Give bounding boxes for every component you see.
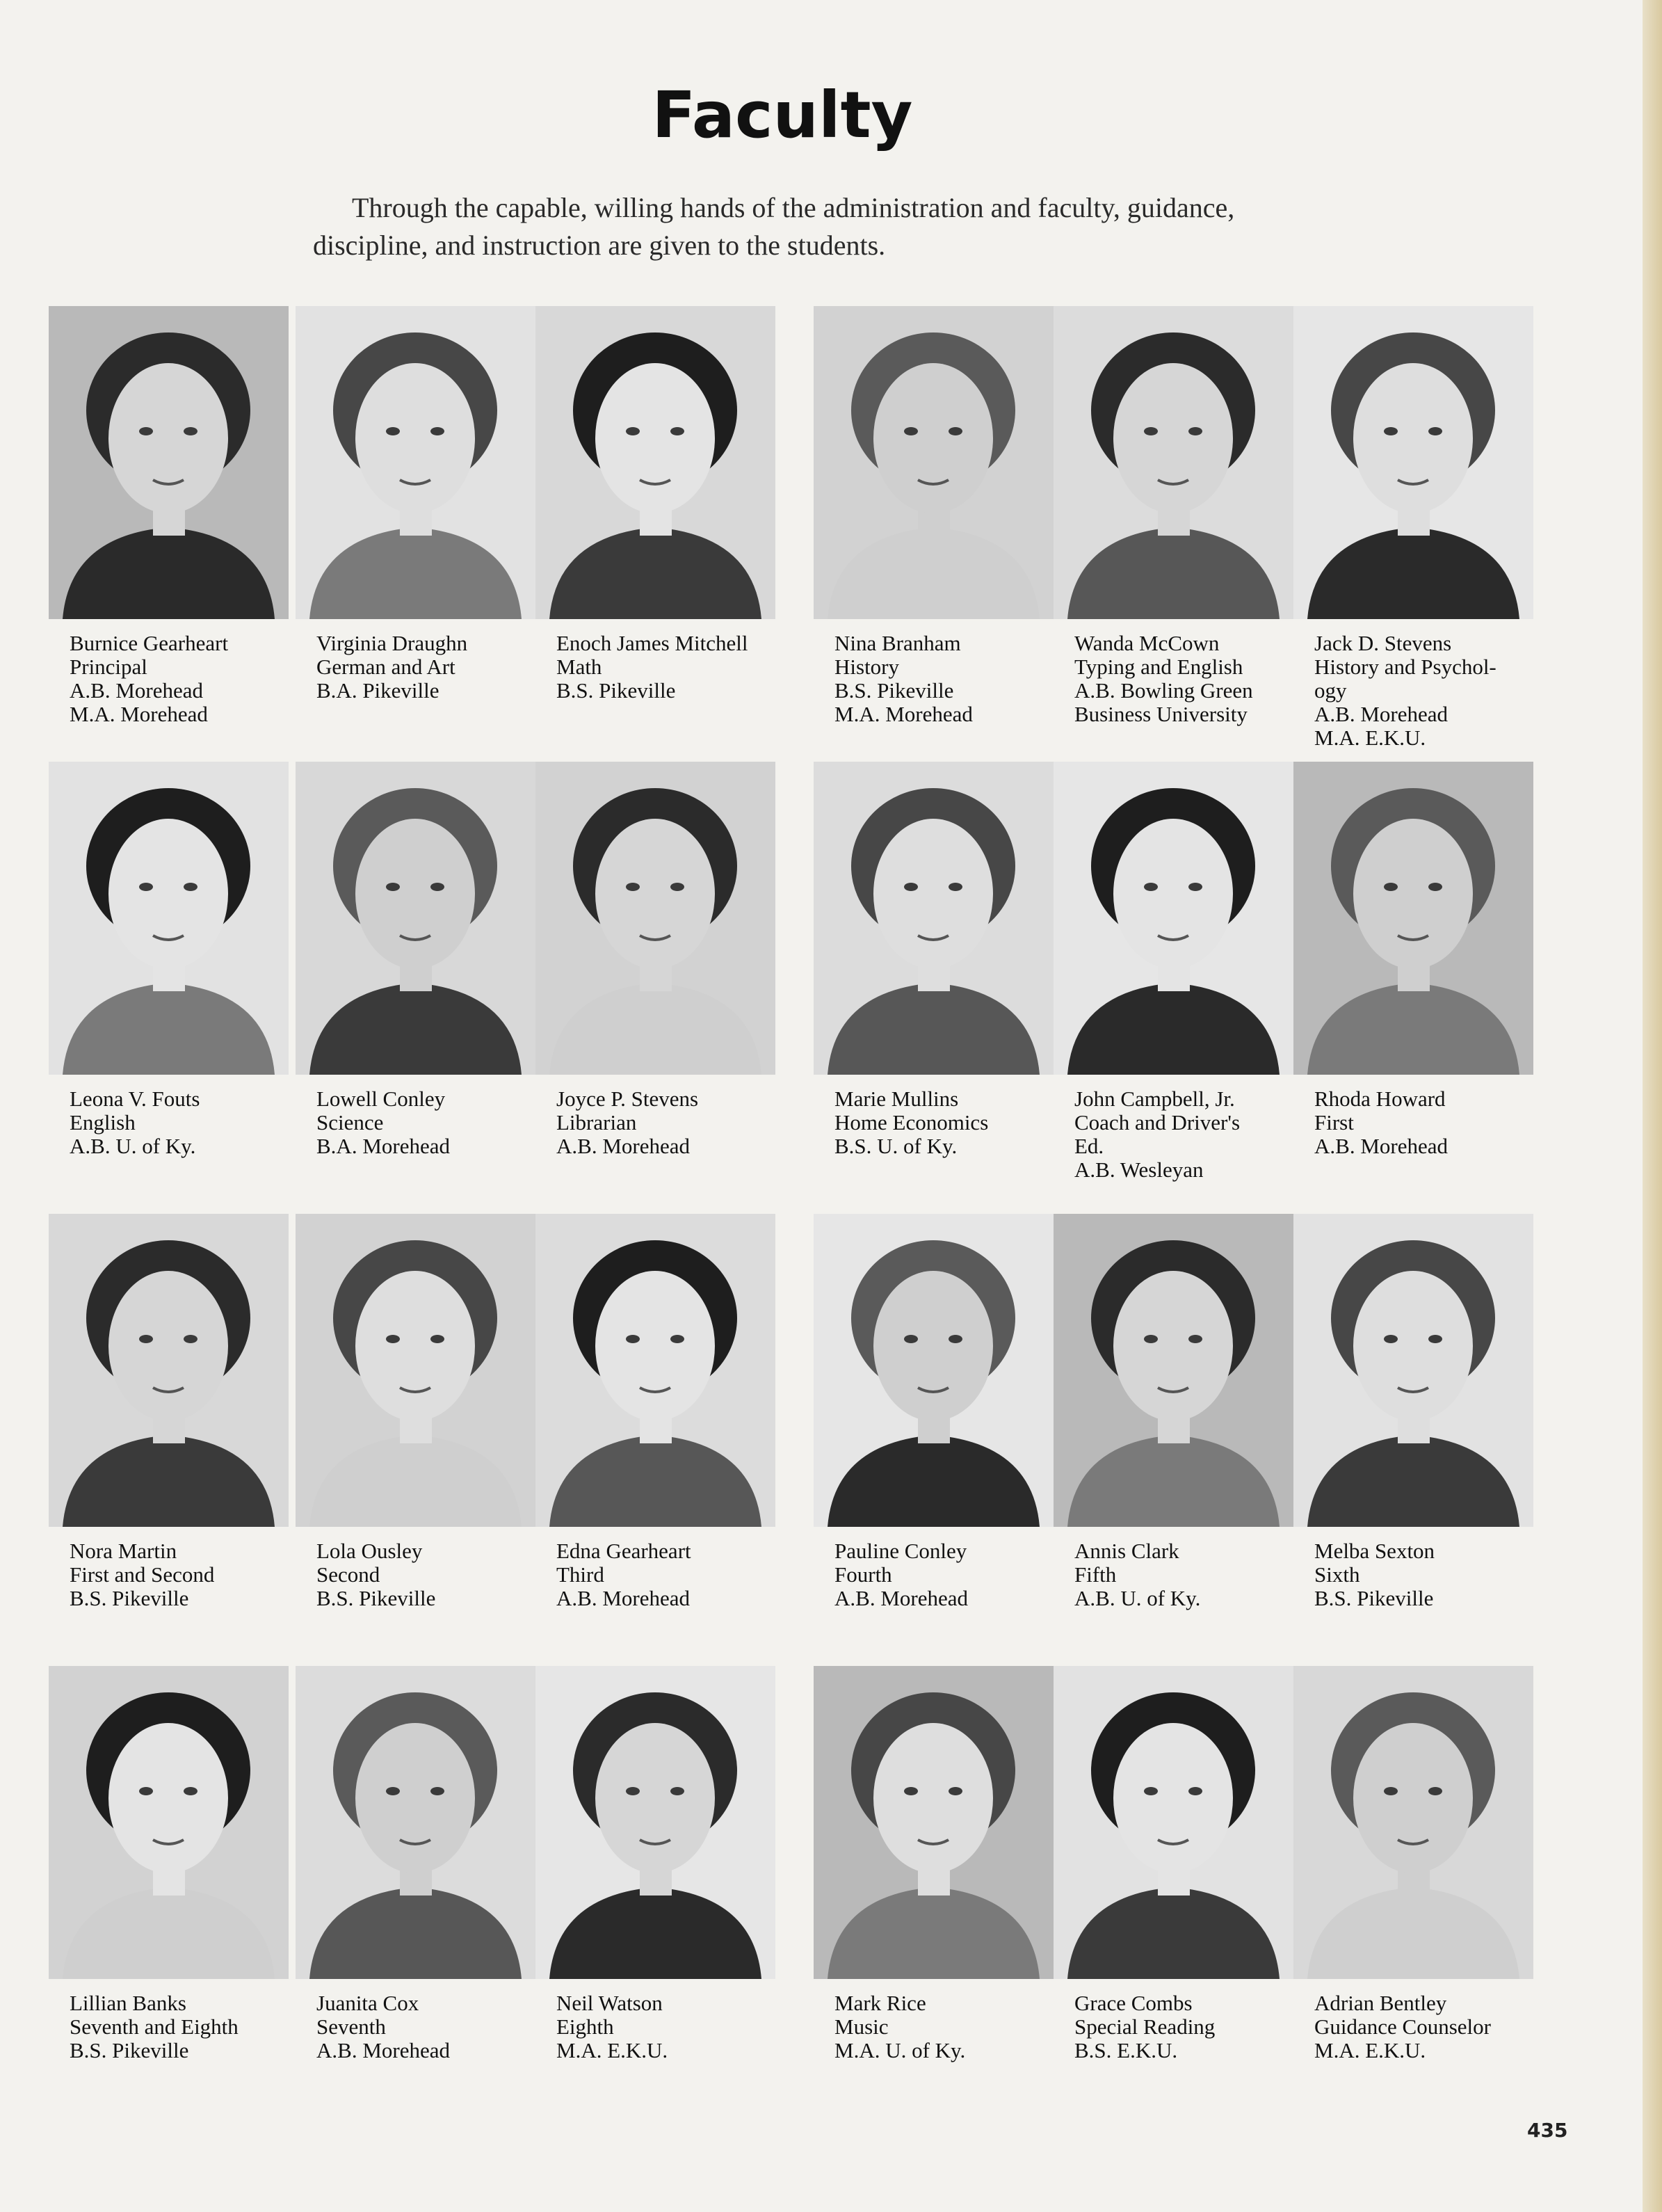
faculty-caption <box>535 632 775 703</box>
faculty-name: Virginia Draughn <box>316 631 468 655</box>
faculty-name: Rhoda Howard <box>1314 1087 1446 1111</box>
faculty-row <box>49 1214 1530 1659</box>
faculty-member <box>1293 306 1533 750</box>
faculty-member <box>1293 1666 1533 2062</box>
portrait-photo <box>1293 1666 1533 1979</box>
faculty-member <box>1293 762 1533 1158</box>
faculty-name: Leona V. Fouts <box>70 1087 200 1111</box>
faculty-name: Melba Sexton <box>1314 1539 1435 1563</box>
faculty-caption <box>49 1087 289 1158</box>
faculty-detail: Special Reading <box>1074 2014 1216 2039</box>
faculty-detail: Eighth <box>556 2014 614 2039</box>
faculty-detail: M.A. Morehead <box>834 702 973 726</box>
faculty-member <box>535 1214 775 1610</box>
portrait-photo <box>1054 306 1293 619</box>
faculty-member <box>1054 306 1293 726</box>
faculty-member <box>1054 1666 1293 2062</box>
faculty-caption <box>1293 1539 1533 1610</box>
faculty-detail: B.S. E.K.U. <box>1074 2038 1178 2062</box>
portrait-photo <box>535 1666 775 1979</box>
faculty-member <box>49 762 289 1158</box>
faculty-member <box>535 762 775 1158</box>
faculty-caption <box>814 632 1054 726</box>
faculty-member <box>296 1214 535 1610</box>
faculty-member <box>49 1214 289 1610</box>
faculty-name: Adrian Bentley <box>1314 1991 1447 2015</box>
faculty-detail: B.S. Pikeville <box>70 2038 189 2062</box>
faculty-member <box>1293 1214 1533 1610</box>
faculty-detail: Ed. <box>1074 1134 1104 1158</box>
faculty-member <box>49 1666 289 2062</box>
faculty-member <box>814 1214 1054 1610</box>
faculty-row <box>49 306 1530 751</box>
faculty-member <box>296 1666 535 2062</box>
faculty-detail: B.A. Pikeville <box>316 678 439 703</box>
faculty-detail: German and Art <box>316 655 455 679</box>
faculty-detail: M.A. U. of Ky. <box>834 2038 966 2062</box>
intro-text <box>313 189 1356 264</box>
faculty-name: Grace Combs <box>1074 1991 1193 2015</box>
faculty-member <box>535 1666 775 2062</box>
faculty-detail: First and Second <box>70 1562 215 1587</box>
portrait-photo <box>49 1666 289 1979</box>
portrait-photo <box>535 1214 775 1527</box>
faculty-detail: A.B. Morehead <box>1314 1134 1448 1158</box>
faculty-caption <box>1054 1539 1293 1610</box>
faculty-detail: English <box>70 1110 136 1135</box>
faculty-detail: Business University <box>1074 702 1248 726</box>
faculty-caption <box>535 1087 775 1158</box>
faculty-detail: Fifth <box>1074 1562 1117 1587</box>
faculty-name: Nina Branham <box>834 631 961 655</box>
portrait-photo <box>814 1214 1054 1527</box>
faculty-detail: Home Economics <box>834 1110 989 1135</box>
faculty-caption <box>1293 632 1533 750</box>
faculty-caption <box>814 1991 1054 2062</box>
faculty-detail: M.A. Morehead <box>70 702 208 726</box>
page-edge <box>1643 0 1662 2212</box>
faculty-name: Wanda McCown <box>1074 631 1220 655</box>
portrait-photo <box>296 1666 535 1979</box>
faculty-name: Annis Clark <box>1074 1539 1179 1563</box>
faculty-detail: B.S. Pikeville <box>556 678 676 703</box>
portrait-photo <box>1293 306 1533 619</box>
faculty-detail: First <box>1314 1110 1354 1135</box>
faculty-name: Lola Ousley <box>316 1539 423 1563</box>
faculty-detail: Seventh <box>316 2014 386 2039</box>
faculty-detail: A.B. Morehead <box>556 1586 690 1610</box>
faculty-detail: Coach and Driver's <box>1074 1110 1241 1135</box>
faculty-detail: Math <box>556 655 602 679</box>
faculty-detail: Sixth <box>1314 1562 1360 1587</box>
faculty-caption <box>1054 1991 1293 2062</box>
faculty-detail: Music <box>834 2014 889 2039</box>
intro-line-2: discipline, and instruction are given to the students. <box>313 230 886 261</box>
faculty-detail: B.S. Pikeville <box>834 678 954 703</box>
faculty-name: Jack D. Stevens <box>1314 631 1452 655</box>
faculty-caption <box>296 632 535 703</box>
portrait-photo <box>535 762 775 1075</box>
portrait-photo <box>814 306 1054 619</box>
faculty-name: Lillian Banks <box>70 1991 186 2015</box>
page-title: Faculty <box>652 78 913 152</box>
faculty-caption <box>814 1087 1054 1158</box>
faculty-caption <box>1293 1087 1533 1158</box>
faculty-detail: Fourth <box>834 1562 892 1587</box>
portrait-photo <box>1293 1214 1533 1527</box>
faculty-member <box>296 306 535 703</box>
faculty-detail: B.S. Pikeville <box>1314 1586 1434 1610</box>
faculty-detail: Guidance Counselor <box>1314 2014 1491 2039</box>
faculty-name: Nora Martin <box>70 1539 177 1563</box>
portrait-photo <box>1293 762 1533 1075</box>
page-number: 435 <box>1527 2119 1568 2142</box>
faculty-member <box>814 762 1054 1158</box>
faculty-detail: Third <box>556 1562 604 1587</box>
faculty-member <box>814 1666 1054 2062</box>
faculty-name: Burnice Gearheart <box>70 631 229 655</box>
faculty-caption <box>296 1991 535 2062</box>
faculty-detail: M.A. E.K.U. <box>1314 726 1426 750</box>
portrait-photo <box>814 1666 1054 1979</box>
portrait-photo <box>49 306 289 619</box>
faculty-member <box>535 306 775 703</box>
intro-line-1: Through the capable, willing hands of the administration and faculty, guidance, <box>352 192 1235 223</box>
faculty-member <box>296 762 535 1158</box>
faculty-detail: Science <box>316 1110 384 1135</box>
faculty-detail: History <box>834 655 899 679</box>
faculty-name: Marie Mullins <box>834 1087 959 1111</box>
faculty-detail: History and Psychol- <box>1314 655 1496 679</box>
faculty-caption <box>1293 1991 1533 2062</box>
faculty-member <box>49 306 289 726</box>
faculty-member <box>1054 762 1293 1182</box>
faculty-name: Juanita Cox <box>316 1991 419 2015</box>
faculty-row <box>49 762 1530 1207</box>
faculty-detail: Typing and English <box>1074 655 1243 679</box>
faculty-detail: B.S. Pikeville <box>70 1586 189 1610</box>
portrait-photo <box>296 1214 535 1527</box>
faculty-caption <box>535 1991 775 2062</box>
faculty-caption <box>296 1087 535 1158</box>
faculty-detail: Principal <box>70 655 147 679</box>
faculty-detail: A.B. Wesleyan <box>1074 1157 1204 1182</box>
portrait-photo <box>296 306 535 619</box>
faculty-member <box>814 306 1054 726</box>
faculty-name: Joyce P. Stevens <box>556 1087 699 1111</box>
portrait-photo <box>535 306 775 619</box>
faculty-detail: ogy <box>1314 678 1347 703</box>
faculty-name: Neil Watson <box>556 1991 663 2015</box>
faculty-caption <box>49 632 289 726</box>
faculty-detail: A.B. U. of Ky. <box>70 1134 196 1158</box>
portrait-photo <box>814 762 1054 1075</box>
faculty-caption <box>49 1539 289 1610</box>
portrait-photo <box>49 762 289 1075</box>
portrait-photo <box>1054 1214 1293 1527</box>
faculty-name: Lowell Conley <box>316 1087 446 1111</box>
faculty-detail: B.A. Morehead <box>316 1134 450 1158</box>
faculty-caption <box>296 1539 535 1610</box>
faculty-detail: Second <box>316 1562 380 1587</box>
faculty-detail: A.B. Bowling Green <box>1074 678 1253 703</box>
faculty-row <box>49 1666 1530 2111</box>
faculty-name: John Campbell, Jr. <box>1074 1087 1235 1111</box>
portrait-photo <box>296 762 535 1075</box>
faculty-name: Edna Gearheart <box>556 1539 691 1563</box>
faculty-detail: M.A. E.K.U. <box>1314 2038 1426 2062</box>
faculty-detail: A.B. Morehead <box>556 1134 690 1158</box>
faculty-member <box>1054 1214 1293 1610</box>
faculty-detail: A.B. U. of Ky. <box>1074 1586 1201 1610</box>
faculty-caption <box>49 1991 289 2062</box>
faculty-caption <box>814 1539 1054 1610</box>
portrait-photo <box>1054 1666 1293 1979</box>
faculty-caption <box>535 1539 775 1610</box>
faculty-detail: A.B. Morehead <box>834 1586 968 1610</box>
faculty-caption <box>1054 1087 1293 1182</box>
faculty-detail: Librarian <box>556 1110 637 1135</box>
faculty-name: Enoch James Mitchell <box>556 631 748 655</box>
faculty-detail: M.A. E.K.U. <box>556 2038 668 2062</box>
faculty-detail: Seventh and Eighth <box>70 2014 239 2039</box>
faculty-detail: B.S. U. of Ky. <box>834 1134 958 1158</box>
portrait-photo <box>1054 762 1293 1075</box>
faculty-detail: A.B. Morehead <box>1314 702 1448 726</box>
faculty-detail: A.B. Morehead <box>316 2038 450 2062</box>
faculty-name: Mark Rice <box>834 1991 926 2015</box>
faculty-caption <box>1054 632 1293 726</box>
portrait-photo <box>49 1214 289 1527</box>
faculty-detail: B.S. Pikeville <box>316 1586 436 1610</box>
faculty-name: Pauline Conley <box>834 1539 967 1563</box>
faculty-detail: A.B. Morehead <box>70 678 203 703</box>
